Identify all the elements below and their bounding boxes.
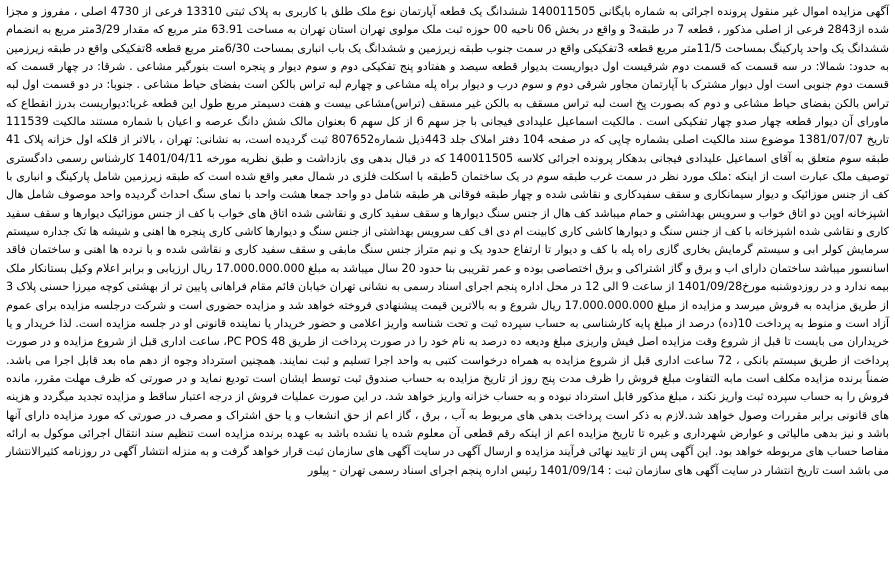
auction-notice-text: آگهی مزایده اموال غیر منقول پرونده اجرائی به شماره بایگانی 140011505 ششدانگ یک قطعه آپارتمان نوع ملک طلق با کاربری به پلاک ثبتی 13310 فرعی از 4730 اصلی ، مفروز و مجزا شده از2843 فرعی از اصلی مذکور ، قطعه 7 در طبقه3 و واقع در بخش 06 ناحیه 00 حوزه ثبت ملک مولوی تهران استان تهران به مساحت 63.91 متر مربع که مقدار 3/29متر مربع به انضمام ششدانگ یک واحد پارکینگ بمساحت 11/5متر مربع قطعه 3تفکیکی واقع در سمت جنوب طبقه زیرزمین و ششدانگ یک باب انباری بمساحت 6/30متر مربع قطعه 8تفکیکی واقع در طبقه زیرزمین به حدود: شمالا: در سه قسمت که قسمت دوم شرقیست اول دیواریست بدیوار قطعه سیصد و هفتادو پنج تفکیکی دوم و سوم دیوار و پنجره است بنورگیر مشاعی . شرقا: در چهار قسمت که قسمت دوم جنوبی است اول دیوار مشترک با آپارتمان مجاور شرقی دوم و سوم درب و دیوار براه پله مشاعی و چهارم لبه تراس بالکن است بفضای حیاط مشاعی . جنوبا: در دو قسمت اول لبه تراس بالکن بفضای حیاط مشاعی و دوم که بصورت پخ است لبه تراس مسقف به بالکن غیر مسقف (تراس)مشاعی بیست و هفت دسیمتر مربع طول این قطعه غربا:دیواریست بدرز انقطاع که ماورای آن دیوار قطعه چهار صدو چهار تفکیکی است . مالکیت اسماعیل علیدادی فیجانی با جز سهم 6 از کل سهم 6 بعنوان مالک شش دانگ عرصه و اعیان با شماره مستند مالکیت 111539 تاریخ 1381/07/07 موضوع سند مالکیت اصلی بشماره چاپی که در صفحه 104 دفتر املاک جلد 443ذیل شماره807652 ثبت گردیده است، به نشانی: تهران ، بالاتر از قلکه اول خزانه پلاک 41 طبقه سوم متعلق به آقای اسماعیل علیدادی فیجانی بدهکار پرونده اجرائی کلاسه 140011505 که در قبال بدهی وی بازداشت و طبق نظریه مورخه 1401/04/11 کارشناس رسمی دادگستری توصیف ملک عبارت است از اینکه :ملک مورد نظر در سمت غرب طبقه سوم در یک ساختمان 5طبقه با اسکلت فلزی در شمال معبر واقع شده است که طبقه زیرزمین شامل پارکینگ و انباری با کف از جنس موزائیک و دیوار سیمانکاری و سقف سفیدکاری و نقاشی شده و چهار طبقه فوقانی هر طبقه شامل دو واحد جمعا هشت واحد با نمای سنگ احداث گردیده واحد موصوف شامل هال اشپزخانه اوپن دو اتاق خواب و سرویس بهداشتی و حمام میباشد کف هال از جنس سنگ دیوارها و سقف سفید کاری و نقاشی شده اتاق های خواب با کف از جنس موزائیک دیوارها و سقف سفید کاری و نقاشی شده اشپزخانه با کف از جنس سنگ و دیوارها کاشی کاری کابینت ام دی اف کف سرویس بهداشتی از جنس سنگ و دیوارها کاشی کاری پنجره ها اهنی و شیشه ها تک جداره سیستم سرمایش کولر ابی و سیستم گرمایش بخاری گازی راه پله با کف و دیوار تا ارتفاع حدود یک و نیم متراز جنس سنگ مابقی و سقف سفید کاری و نقاشی شده و با نرده ها اهنی و ساختمان فاقد اسانسور میباشد ساختمان دارای اب و برق و گاز اشتراکی و برق اختصاصی بوده و عمر تقریبی بنا حدود 20 سال میباشد به مبلغ 17.000.000.000 ریال ارزیابی و برابر اعلام وکیل بستانکار ملک بیمه ندارد و در روزدوشنبه مورخ1401/09/28 از ساعت 9 الی 12 در محل اداره پنجم اجرای اسناد رسمی به نشانی تهران خیابان قائم مقام فراهانی پایین تر از بهشتی کوچه میرزا حسنی پلاک 3 از طریق مزایده به فروش میرسد و مزایده از مبلغ 17.000.000.000 ریال شروع و به بالاترین قیمت پیشنهادی فروخته خواهد شد و مزایده حضوری است و شرکت درجلسه مزایده برای عموم آزاد است و منوط به پرداخت 10(ده) درصد از مبلغ پایه کارشناسی به حساب سپرده ثبت و تحت شناسه واریز اعلامی و حضور خریدار یا نماینده قانونی او در جلسه مزایده است. لذا خریدار و یا خریداران می بایست تا قبل از شروع وقت مزایده اصل فیش واریزی مبلغ ودیعه ده درصد به نام خود را در صورت پرداخت از طریق 48 PC POS، ساعت اداری قبل از شروع مزایده و در صورت پرداخت از طریق سیستم بانکی ، 72 ساعت اداری قبل از شروع مزایده به همراه درخواست کتبی به واحد اجرا تسلیم و ثبت نمایند. همچنین استرداد وجوه از دهم ماه بعد قابل اجرا می باشد. ضمناً برنده مزایده مکلف است مابه التفاوت مبلغ فروش را ظرف مدت پنج روز از تاریخ مزایده به حساب صندوق ثبت توسط ایشان است تودیع نماید و در صورتی که ظرف مهلت مقرر، مانده فروش را به حساب سپرده ثبت واریز نکند ، مبلغ مذکور قابل استرداد نبوده و به حساب خزانه واریز خواهد شد. در این صورت عملیات فروش از درجه اعتبار ساقط و مزایده تجدید میگردد و هزینه های قانونی برابر مقررات وصول خواهد شد.لازم به ذکر است پرداخت بدهی های مربوط به آب ، برق ، گاز اعم از حق انشعاب و یا حق اشتراک و مصرف در صورتی که مورد مزایده دارای آنها باشد و نیز بدهی مالیاتی و عوارض شهرداری و غیره تا تاریخ مزایده اعم از اینکه رقم قطعی آن معلوم شده یا نشده باشد به عهده برنده مزایده است تنظیم سند انتقال اجرائی موکول به ارائه مفاصا حساب های مربوطه خواهد بود. این آگهی پس از تایید نهائی فرآیند مزایده و ارسال آگهی در سایت آگهی های سازمان ثبت قرار خواهد گرفت و به منزله انتشار آگهی در روزنامه کثیرالانتشار می باشد است تاریخ انتشار در سایت آگهی های سازمان ثبت : 1401/09/14 رئیس اداره پنجم اجرای اسناد رسمی تهران - پیلور (6, 5, 890, 477)
